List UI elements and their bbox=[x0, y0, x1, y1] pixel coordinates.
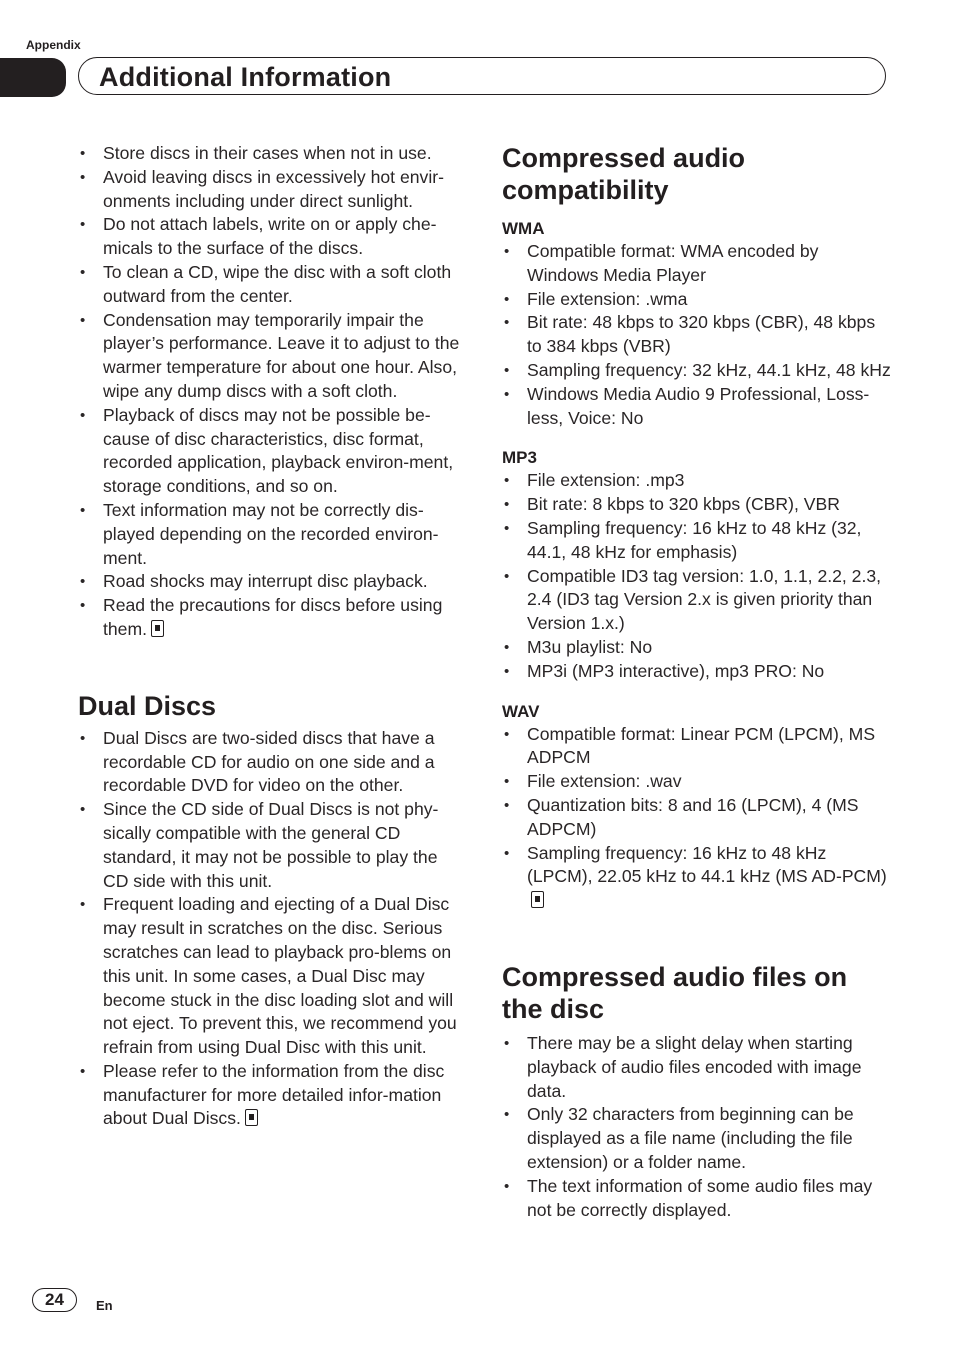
list-item: • Quantization bits: 8 and 16 (LPCM), 4 (MS ADPCM) bbox=[504, 794, 859, 839]
wma-list bbox=[502, 240, 894, 430]
end-of-section-icon bbox=[531, 891, 544, 908]
list-item: • Read the precautions for discs before using them. bbox=[80, 595, 443, 639]
list-item: • To clean a CD, wipe the disc with a soft cloth outward from the center. bbox=[80, 261, 452, 306]
wma-heading: WMA bbox=[502, 219, 545, 238]
list-item: • Store discs in their cases when not in use. bbox=[80, 143, 432, 163]
list-item: • Compatible ID3 tag version: 1.0, 1.1, 2.2, 2.3, 2.4 (ID3 tag Version 2.x is given priority than Version 1.x.) bbox=[504, 565, 882, 634]
list-item: • Playback of discs may not be possible be-cause of disc characteristics, disc format, recorded application, playback environ-ment, storage conditions, and so on. bbox=[80, 404, 454, 497]
list-item: • Please refer to the information from the disc manufacturer for more detailed infor-mation about Dual Discs. bbox=[80, 1060, 445, 1129]
dual-discs-heading: Dual Discs bbox=[78, 690, 217, 721]
list-item: • Since the CD side of Dual Discs is not phy-sically compatible with the general CD standard, it may not be possible to play the CD side with this unit. bbox=[80, 799, 439, 891]
list-item: • Windows Media Audio 9 Professional, Loss-less, Voice: No bbox=[504, 383, 870, 428]
list-item: • Sampling frequency: 16 kHz to 48 kHz (32, 44.1, 48 kHz for emphasis) bbox=[504, 517, 862, 562]
list-item: • Avoid leaving discs in excessively hot envir-onments including under direct sunlight. bbox=[80, 166, 444, 211]
list-item: • Condensation may temporarily impair the player’s performance. Leave it to adjust to the warmer temperature for about one hour. Also, wipe any dump discs with a soft cloth. bbox=[80, 309, 460, 401]
mp3-heading: MP3 bbox=[502, 448, 537, 468]
list-item: • Do not attach labels, write on or apply che-micals to the surface of the discs. bbox=[80, 214, 437, 259]
disc-care-list bbox=[78, 142, 466, 642]
list-item: • Compatible format: Linear PCM (LPCM), MS ADPCM bbox=[504, 723, 876, 768]
mp3-list bbox=[502, 469, 894, 683]
list-item: • Road shocks may interrupt disc playback. bbox=[80, 571, 428, 592]
list-item: • File extension: .mp3 bbox=[504, 470, 685, 491]
list-item: • Only 32 characters from beginning can be displayed as a file name (including the file extension) or a folder name. bbox=[504, 1104, 854, 1172]
end-of-section-icon bbox=[245, 1109, 258, 1126]
list-item: • Sampling frequency: 16 kHz to 48 kHz (LPCM), 22.05 kHz to 44.1 kHz (MS AD-PCM) bbox=[502, 842, 894, 913]
list-item: • The text information of some audio files may not be correctly displayed. bbox=[504, 1175, 873, 1220]
page-number: 24 bbox=[32, 1288, 77, 1312]
left-column bbox=[78, 142, 466, 1131]
end-of-section-icon bbox=[151, 620, 164, 637]
list-item: • Bit rate: 8 kbps to 320 kbps (CBR), VBR bbox=[504, 494, 840, 515]
appendix-label: Appendix bbox=[26, 38, 81, 52]
audio-files-heading: Compressed audio files on the disc bbox=[502, 961, 848, 1024]
right-column bbox=[502, 142, 894, 1222]
list-item: • File extension: .wma bbox=[504, 288, 688, 309]
section-header bbox=[78, 57, 886, 95]
list-item: • Text information may not be correctly dis-played depending on the recorded environ-ment. bbox=[80, 499, 439, 568]
list-item: • There may be a slight delay when starting playback of audio files encoded with image data. bbox=[504, 1032, 862, 1101]
compat-heading: Compressed audio compatibility bbox=[502, 143, 746, 205]
list-item: • M3u playlist: No bbox=[504, 636, 653, 657]
wav-heading: WAV bbox=[502, 701, 540, 721]
list-item: • Frequent loading and ejecting of a Dual Disc may result in scratches on the disc. Serious scratches can lead to playback pro-blems on this unit. In some cases, a Dual Disc may become stuck in the disc loading slot and will not eject. To prevent this, we recommend you refrain from using Dual Disc with this unit. bbox=[80, 894, 457, 1058]
list-item: • File extension: .wav bbox=[504, 771, 682, 792]
list-item: • Bit rate: 48 kbps to 320 kbps (CBR), 48 kbps to 384 kbps (VBR) bbox=[504, 312, 876, 357]
list-item: • Dual Discs are two-sided discs that have a recordable CD for audio on one side and a recordable DVD for video on the other. bbox=[80, 727, 435, 796]
language-code: En bbox=[96, 1298, 113, 1313]
list-item: • MP3i (MP3 interactive), mp3 PRO: No bbox=[504, 660, 825, 681]
section-tab-marker bbox=[0, 58, 66, 97]
list-item: • Sampling frequency: 32 kHz, 44.1 kHz, 48 kHz bbox=[504, 359, 891, 380]
dual-discs-list bbox=[78, 727, 466, 1132]
list-item: • Compatible format: WMA encoded by Windows Media Player bbox=[504, 241, 819, 285]
wav-list bbox=[502, 723, 894, 913]
section-title: Additional Information bbox=[99, 62, 392, 92]
audio-files-list bbox=[502, 1032, 894, 1222]
